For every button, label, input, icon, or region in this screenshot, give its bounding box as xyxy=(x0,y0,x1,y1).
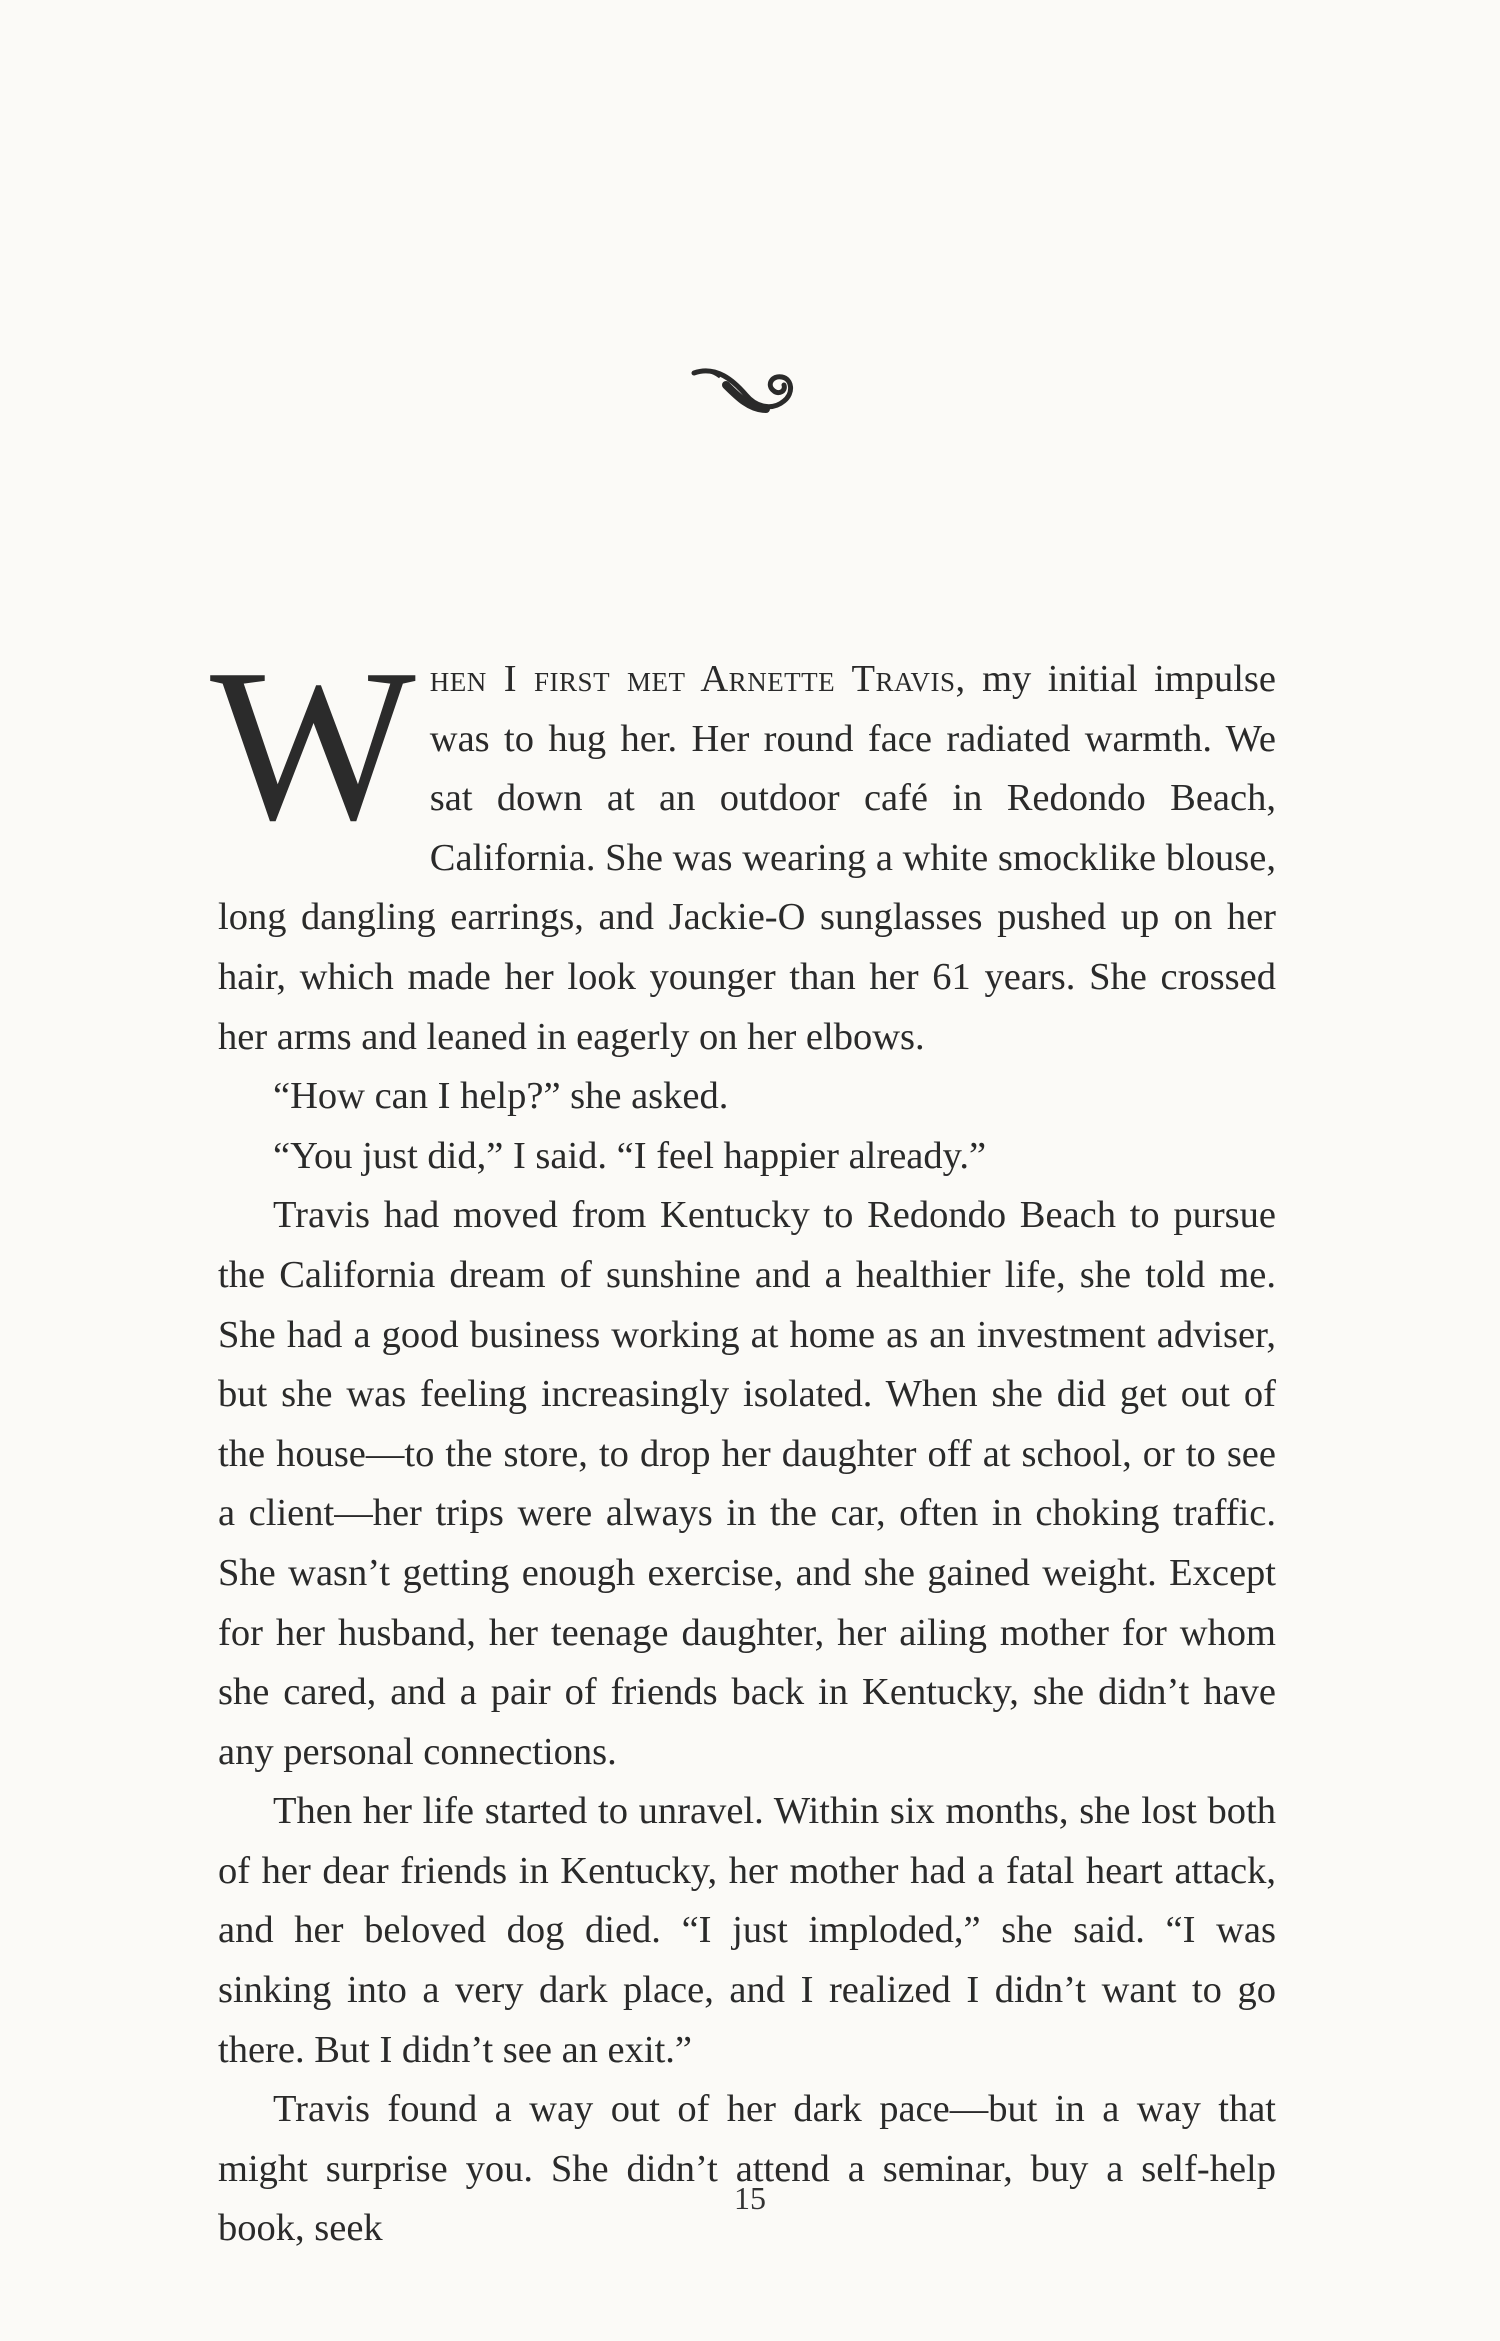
drop-cap: W xyxy=(210,625,416,866)
paragraph-3: “You just did,” I said. “I feel happier already.” xyxy=(273,1134,987,1177)
paragraph-1-text: my initial impulse was to hug her. Her round face radiated warmth. We sat down at an outdoor café in Redondo Beach, California. She was wearing a white smocklike blouse, long dangling earrings, and Jackie-O sunglasses pushed up on her hair, which made her look younger than her 61 years. She crossed her arms and leaned in eagerly on her elbows. xyxy=(218,658,1276,1058)
paragraph-4: Travis had moved from Kentucky to Redondo Beach to pursue the California dream of sunshine and a healthier life, she told me. She had a good business working at home as an investment adviser, but she was feeling increasingly isolated. When she did get out of the house—to the store, to drop her daughter off at school, or to see a client—her trips were always in the car, often in choking traffic. She wasn’t getting enough exercise, and she gained weight. Except for her husband, her teenage daughter, her ailing mother for whom she cared, and a pair of friends back in Kentucky, she didn’t have any personal connections. xyxy=(218,1194,1276,1773)
paragraph-1 xyxy=(210,625,1276,1067)
lead-in: hen I first met Arnette Travis, xyxy=(429,658,966,700)
fleuron-icon xyxy=(686,355,806,425)
page-number: 15 xyxy=(734,2180,766,2216)
body-text xyxy=(210,625,1276,2259)
paragraph-6: Travis found a way out of her dark pace—but in a way that might surprise you. She didn’t attend a seminar, buy a self-help book, seek xyxy=(218,2088,1276,2250)
paragraph-2: “How can I help?” she asked. xyxy=(273,1075,729,1118)
paragraph-5: Then her life started to unravel. Within six months, she lost both of her dear friends in Kentucky, her mother had a fatal heart attack, and her beloved dog died. “I just imploded,” she said. “I was sinking into a very dark place, and I realized I didn’t want to go there. But I didn’t see an exit.” xyxy=(218,1790,1276,2071)
